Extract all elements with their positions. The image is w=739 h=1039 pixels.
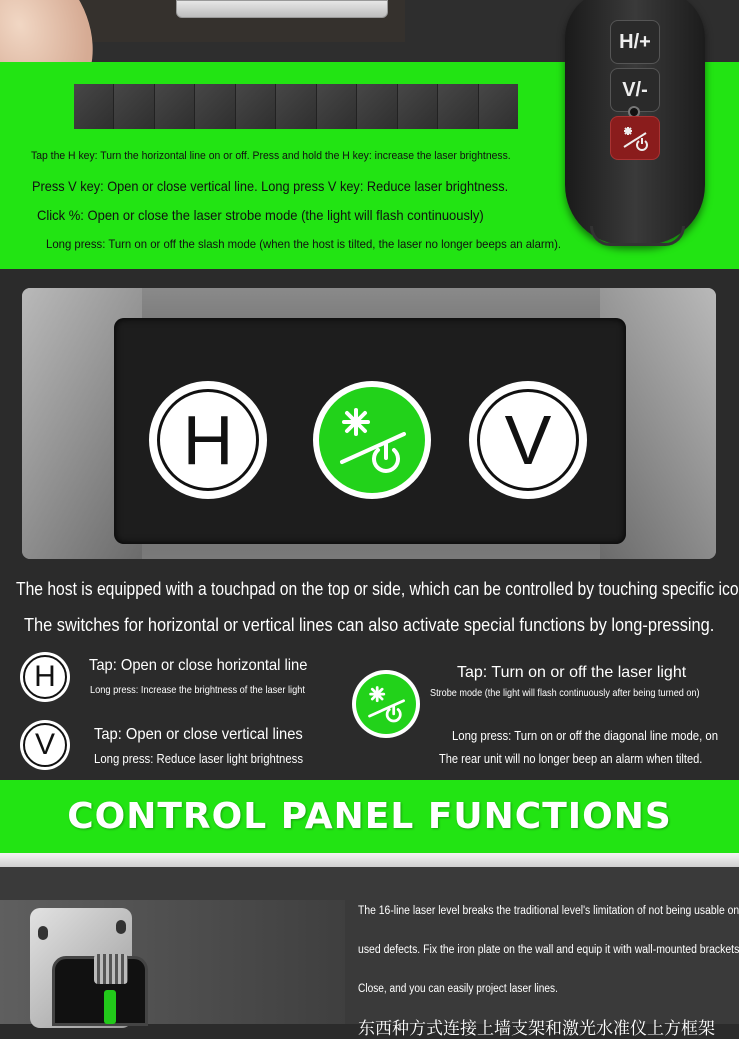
remote-instruction-v: Press V key: Open or close vertical line. Long press V key: Reduce laser brightness. xyxy=(32,178,509,194)
legend-laser-strobe: Strobe mode (the light will flash continuously after being turned on) xyxy=(430,687,700,699)
legend-v-label: V xyxy=(23,723,67,767)
touchpad-h-button[interactable] xyxy=(149,381,267,499)
touchpad-laser-button[interactable] xyxy=(313,381,431,499)
legend-h-tap: Tap: Open or close horizontal line xyxy=(89,657,308,674)
touchpad-h-label: H xyxy=(157,389,259,491)
section-heading: CONTROL PANEL FUNCTIONS xyxy=(67,796,672,837)
bottom-text-line-2: used defects. Fix the iron plate on the wall and equip it with wall-mounted brackets xyxy=(358,944,739,956)
legend-h-label: H xyxy=(23,655,67,699)
legend-laser-rear: The rear unit will no longer beep an alarm when tilted. xyxy=(439,752,703,766)
mount-hole xyxy=(38,926,48,940)
remote-control xyxy=(565,0,705,245)
bracket-knob xyxy=(94,954,128,984)
description-line-2: The switches for horizontal or vertical lines can also activate special functions by long-pressing. xyxy=(24,615,715,635)
remote-lanyard xyxy=(590,226,685,246)
laser-window xyxy=(104,990,116,1024)
remote-h-button[interactable]: H/+ xyxy=(610,20,660,64)
legend-laser-tap: Tap: Turn on or off the laser light xyxy=(457,664,687,681)
bottom-text-line-4: 东西种方式连接上墙支架和激光水准仪上方框架 xyxy=(358,1019,715,1038)
texture-strip xyxy=(74,84,518,129)
device-photo-top xyxy=(176,0,388,18)
laser-power-icon xyxy=(332,400,412,480)
legend-v-icon xyxy=(20,720,70,770)
laser-power-icon xyxy=(620,123,650,153)
touchpad-v-label: V xyxy=(477,389,579,491)
legend-laser-icon xyxy=(352,670,420,738)
remote-v-button[interactable]: V/- xyxy=(610,68,660,112)
legend-laser-long: Long press: Turn on or off the diagonal line mode, on xyxy=(452,729,719,743)
remote-power-strobe-button[interactable] xyxy=(610,116,660,160)
remote-instruction-click: Click %: Open or close the laser strobe mode (the light will flash continuously) xyxy=(37,207,484,223)
bottom-text-line-3: Close, and you can easily project laser lines. xyxy=(358,983,558,995)
divider xyxy=(0,853,739,867)
mount-hole xyxy=(116,920,126,934)
legend-h-long: Long press: Increase the brightness of the laser light xyxy=(90,684,305,696)
touchpad-v-button[interactable] xyxy=(469,381,587,499)
laser-power-icon xyxy=(364,682,408,726)
description-line-1: The host is equipped with a touchpad on the top or side, which can be controlled by touching specific ico xyxy=(16,579,739,599)
legend-v-tap: Tap: Open or close vertical lines xyxy=(94,726,303,743)
legend-h-icon xyxy=(20,652,70,702)
legend-v-long: Long press: Reduce laser light brightness xyxy=(94,752,303,766)
bottom-text-line-1: The 16-line laser level breaks the traditional level's limitation of not being usable on xyxy=(358,905,739,917)
remote-instruction-long-press: Long press: Turn on or off the slash mode (when the host is tilted, the laser no longer beeps an alarm). xyxy=(46,237,562,251)
remote-instruction-h: Tap the H key: Turn the horizontal line on or off. Press and hold the H key: increase the laser brightness. xyxy=(31,150,511,162)
